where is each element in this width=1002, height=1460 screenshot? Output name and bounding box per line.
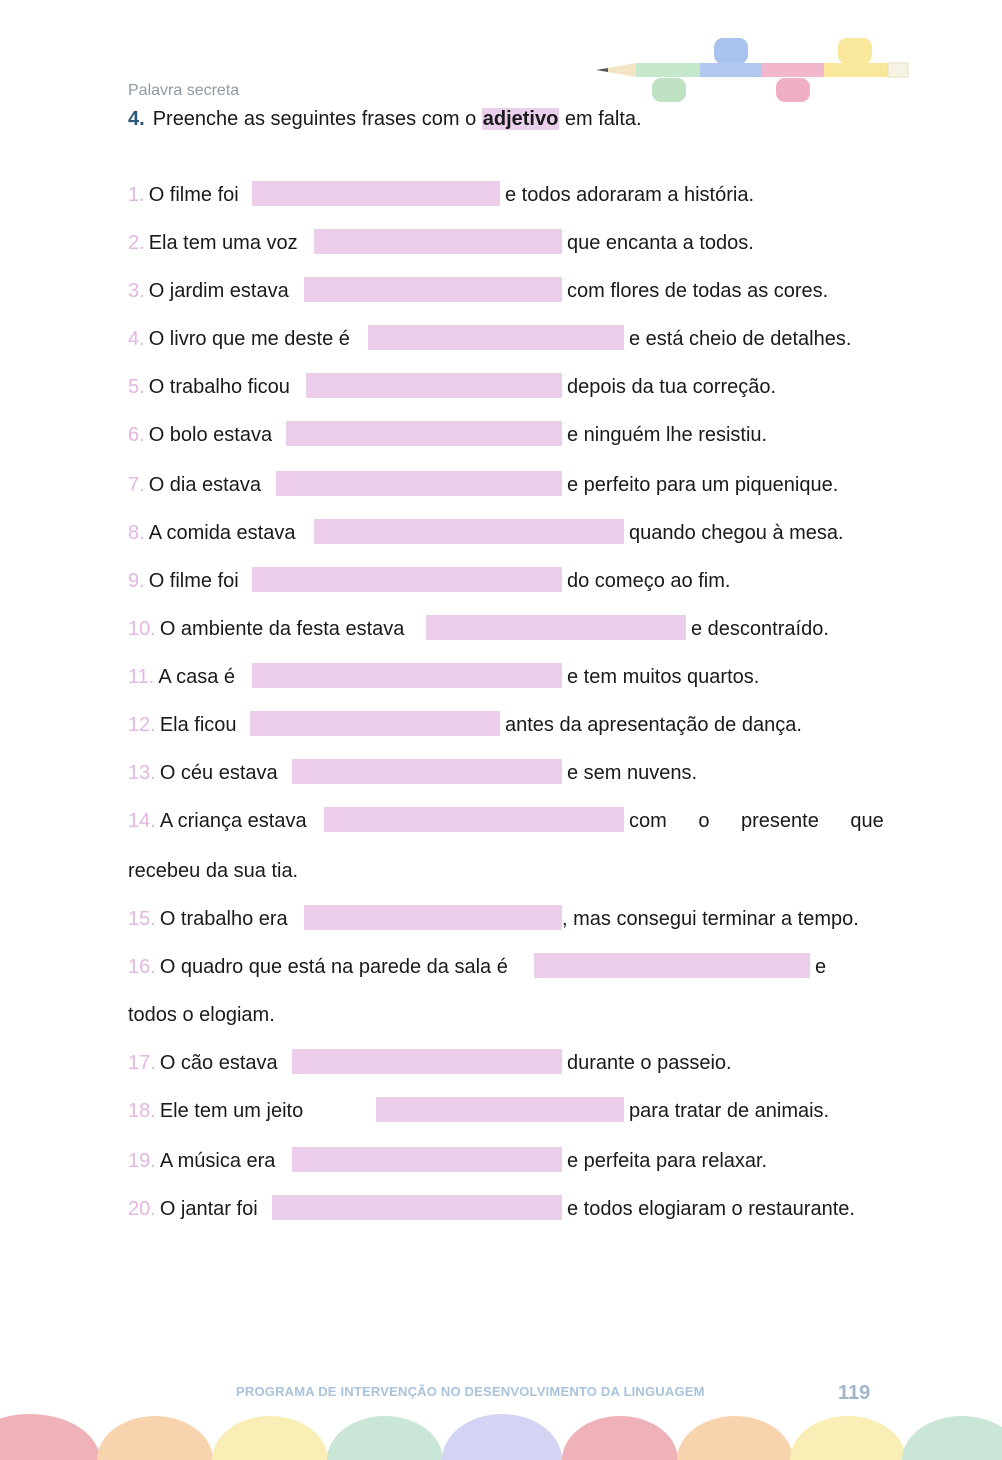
sentence-1 [128, 181, 755, 209]
sentence-12 [128, 711, 802, 739]
sentence-20 [128, 1195, 855, 1223]
sentence-number: 7. [128, 474, 145, 496]
sentence-start: O jardim estava [148, 280, 289, 302]
sentence-start: O trabalho ficou [148, 376, 290, 398]
answer-blank[interactable] [426, 615, 686, 640]
answer-blank[interactable] [292, 1147, 562, 1172]
answer-blank[interactable] [292, 759, 562, 784]
answer-blank[interactable] [292, 1049, 562, 1074]
sentence-number: 6. [128, 424, 145, 446]
instruction [128, 108, 642, 131]
sentence-start: O dia estava [148, 474, 261, 496]
answer-blank[interactable] [534, 953, 810, 978]
sentence-10 [128, 615, 829, 643]
sentence-end: e sem nuvens. [567, 762, 698, 784]
sentence-14-continuation: recebeu da sua tia. [128, 860, 299, 882]
sentence-start: O cão estava [159, 1052, 278, 1074]
sentence-end: e todos adoraram a história. [505, 184, 755, 206]
answer-blank[interactable] [314, 519, 624, 544]
sentence-start: O filme foi [148, 570, 239, 592]
sentence-end: que encanta a todos. [567, 232, 754, 254]
sentence-end: do começo ao fim. [567, 570, 731, 592]
instruction-keyword: adjetivo [482, 108, 559, 130]
answer-blank[interactable] [314, 229, 562, 254]
sentence-start: A comida estava [148, 522, 296, 544]
answer-blank[interactable] [304, 277, 562, 302]
sentence-start: O céu estava [159, 762, 278, 784]
sentence-start: A casa é [158, 666, 236, 688]
sentence-start: O quadro que está na parede da sala é [159, 956, 508, 978]
sentence-number: 1. [128, 184, 145, 206]
sentence-end: depois da tua correção. [567, 376, 777, 398]
sentence-end: com o presente que [629, 810, 884, 832]
sentence-number: 11. [128, 666, 155, 688]
answer-blank[interactable] [306, 373, 562, 398]
sentence-end: antes da apresentação de dança. [505, 714, 802, 736]
sentence-number: 10. [128, 618, 156, 640]
sentence-11 [128, 663, 760, 691]
answer-blank[interactable] [252, 567, 562, 592]
sentence-5 [128, 373, 777, 401]
pencil-icon [596, 38, 916, 104]
sentence-end: , mas consegui terminar a tempo. [562, 908, 859, 930]
answer-blank[interactable] [376, 1097, 624, 1122]
sentence-start: A criança estava [159, 810, 307, 832]
sentence-end: e perfeito para um piquenique. [567, 474, 839, 496]
sentence-number: 3. [128, 280, 145, 302]
sentence-end: e perfeita para relaxar. [567, 1150, 768, 1172]
sentence-end: quando chegou à mesa. [629, 522, 844, 544]
sentence-start: O filme foi [148, 184, 239, 206]
sentence-start: O trabalho era [159, 908, 288, 930]
sentence-start: O jantar foi [159, 1198, 258, 1220]
footer-decoration [0, 1405, 1002, 1460]
instruction-text: Preenche as seguintes frases com o [152, 108, 482, 130]
instruction-text-end: em falta. [559, 108, 642, 130]
sentence-start: O bolo estava [148, 424, 273, 446]
sentence-number: 19. [128, 1150, 156, 1172]
answer-blank[interactable] [276, 471, 562, 496]
instruction-number: 4. [128, 108, 145, 130]
answer-blank[interactable] [272, 1195, 562, 1220]
sentence-number: 12. [128, 714, 156, 736]
sentence-number: 16. [128, 956, 156, 978]
sentence-2 [128, 229, 754, 257]
sentence-15 [128, 905, 859, 933]
sentence-17 [128, 1049, 732, 1077]
sentence-19 [128, 1147, 768, 1175]
sentence-start: Ele tem um jeito [159, 1100, 304, 1122]
sentence-number: 4. [128, 328, 145, 350]
answer-blank[interactable] [368, 325, 624, 350]
answer-blank[interactable] [286, 421, 562, 446]
sentence-end: e [815, 956, 827, 978]
sentence-18 [128, 1097, 830, 1125]
sentence-4 [128, 325, 852, 353]
sentence-end: e está cheio de detalhes. [629, 328, 852, 350]
sentence-number: 18. [128, 1100, 156, 1122]
sentence-14 [128, 807, 884, 835]
answer-blank[interactable] [324, 807, 624, 832]
sentence-number: 14. [128, 810, 156, 832]
answer-blank[interactable] [252, 181, 500, 206]
sentence-start: O ambiente da festa estava [159, 618, 405, 640]
sentence-8 [128, 519, 844, 547]
sentence-9 [128, 567, 731, 595]
sentence-start: Ela ficou [159, 714, 237, 736]
sentence-end: com flores de todas as cores. [567, 280, 829, 302]
answer-blank[interactable] [252, 663, 562, 688]
sentence-number: 15. [128, 908, 156, 930]
sentence-start: O livro que me deste é [148, 328, 350, 350]
sentence-end: e todos elogiaram o restaurante. [567, 1198, 855, 1220]
sentence-end: e descontraído. [691, 618, 829, 640]
sentence-start: Ela tem uma voz [148, 232, 298, 254]
sentence-16-continuation: todos o elogiam. [128, 1004, 275, 1026]
sentence-3 [128, 277, 829, 305]
sentence-16 [128, 953, 827, 981]
sentence-number: 2. [128, 232, 145, 254]
sentence-start: A música era [159, 1150, 276, 1172]
sentence-number: 8. [128, 522, 145, 544]
sentence-7 [128, 471, 839, 499]
sentence-end: e ninguém lhe resistiu. [567, 424, 768, 446]
footer-program: PROGRAMA DE INTERVENÇÃO NO DESENVOLVIMENTO DA LINGUAGEM [236, 1384, 705, 1399]
sentence-number: 9. [128, 570, 145, 592]
page-number: 119 [838, 1382, 871, 1404]
header-label: Palavra secreta [128, 82, 240, 99]
sentence-number: 5. [128, 376, 145, 398]
sentence-6 [128, 421, 768, 449]
sentence-number: 20. [128, 1198, 156, 1220]
sentence-end: para tratar de animais. [629, 1100, 830, 1122]
sentence-13 [128, 759, 698, 787]
answer-blank[interactable] [250, 711, 500, 736]
sentence-end: durante o passeio. [567, 1052, 732, 1074]
sentence-number: 17. [128, 1052, 156, 1074]
answer-blank[interactable] [304, 905, 562, 930]
sentence-end: e tem muitos quartos. [567, 666, 760, 688]
sentence-number: 13. [128, 762, 156, 784]
